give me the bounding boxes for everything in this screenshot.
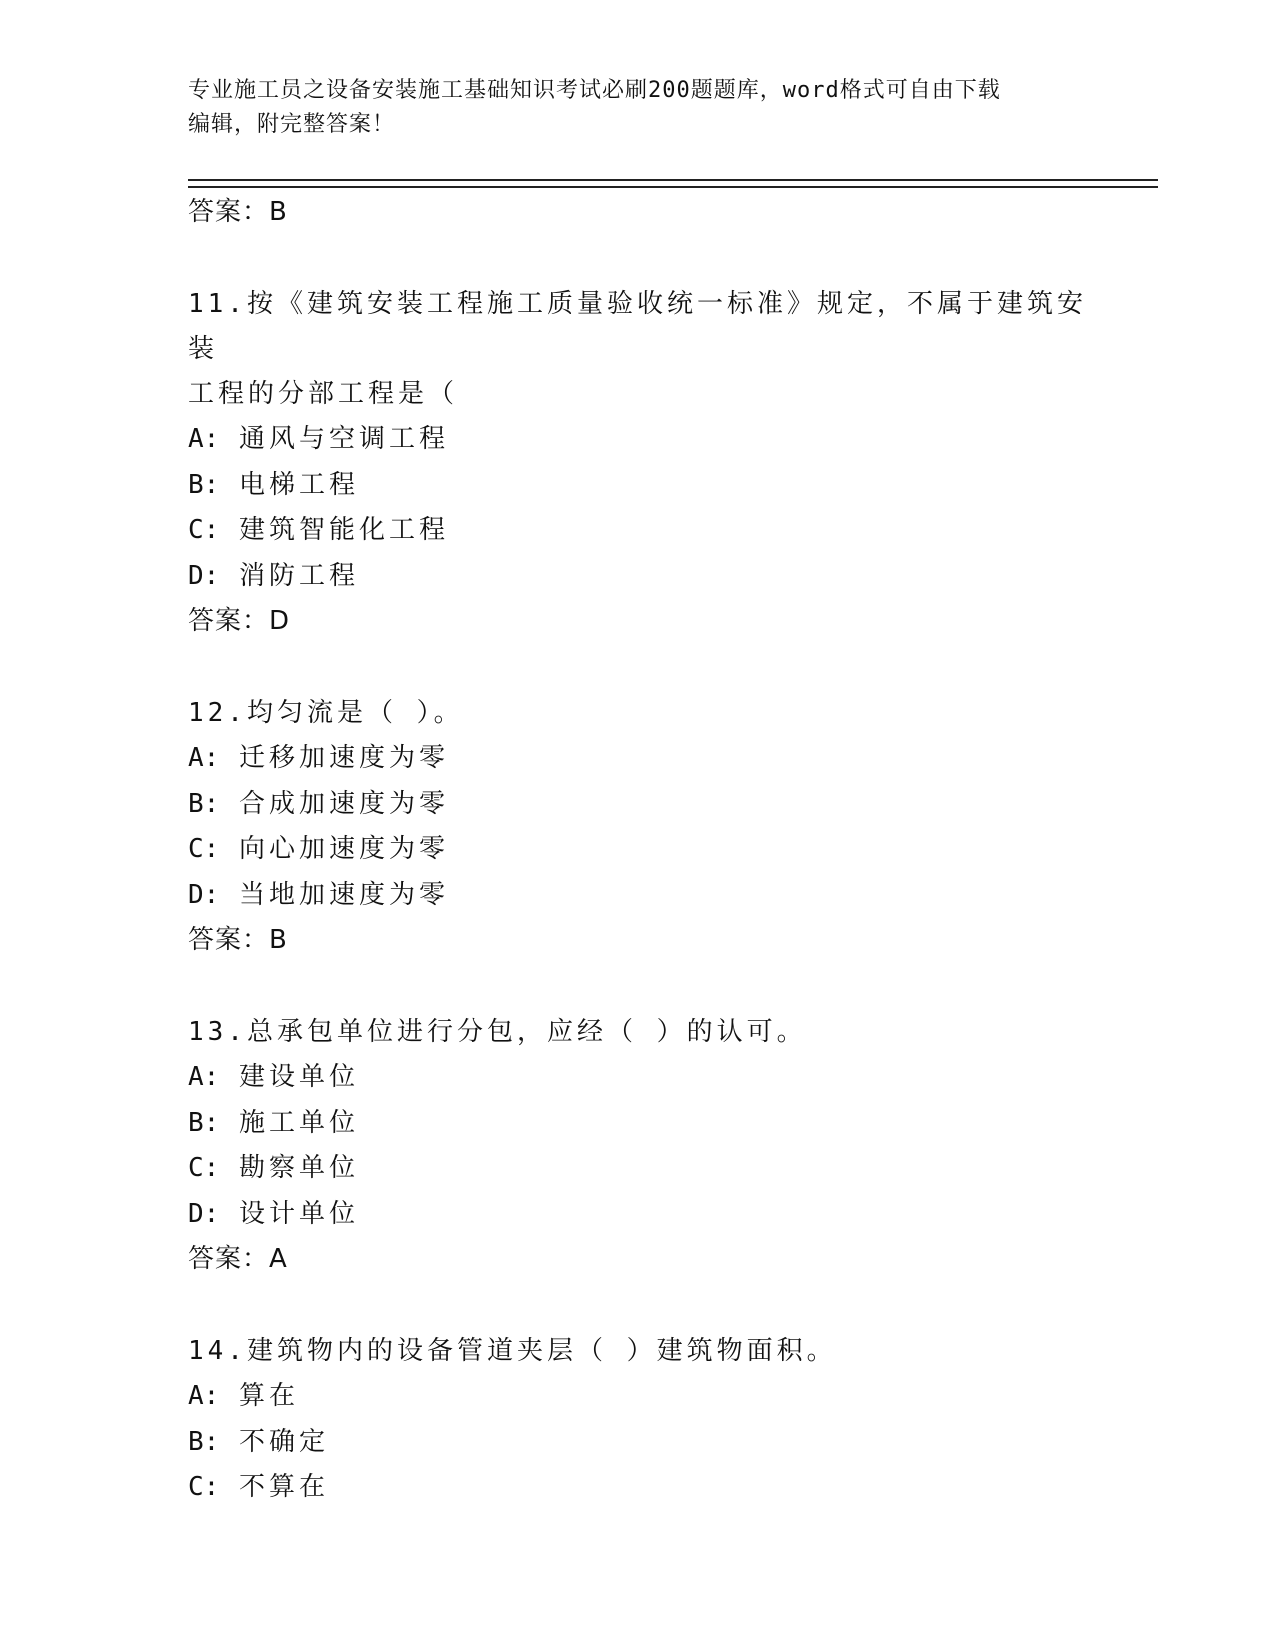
option-text: 建筑智能化工程 — [238, 515, 449, 545]
option-key: C: — [188, 515, 220, 545]
answer-option — [188, 782, 1088, 828]
answer-option — [188, 1465, 1088, 1511]
option-text: 电梯工程 — [238, 469, 359, 500]
answer-line: 答案：B — [188, 197, 288, 227]
header-divider — [188, 179, 1158, 188]
option-text: 施工单位 — [238, 1107, 359, 1138]
option-key: A: — [188, 1062, 220, 1092]
answer-option — [188, 1055, 1088, 1101]
option-key: B: — [188, 788, 220, 819]
answer-option — [188, 1192, 1088, 1238]
option-text: 算在 — [238, 1381, 299, 1411]
answer-option — [188, 827, 1088, 873]
question-block — [188, 1010, 1088, 1281]
option-text: 不算在 — [238, 1472, 329, 1502]
option-key: D: — [188, 879, 220, 910]
questions-container — [188, 282, 1088, 1511]
option-key: A: — [188, 743, 220, 773]
question-text: 12.均匀流是（ ）。 — [188, 698, 464, 728]
option-text: 设计单位 — [238, 1198, 359, 1229]
option-text: 通风与空调工程 — [238, 424, 449, 454]
question-text: 工程的分部工程是（ — [188, 379, 459, 409]
answer-option — [188, 1374, 1088, 1420]
answer-option — [188, 508, 1088, 554]
option-key: A: — [188, 1381, 220, 1411]
question-block — [188, 691, 1088, 962]
answer-option — [188, 1146, 1088, 1192]
header-line-2: 编辑，附完整答案！ — [188, 112, 396, 137]
question-text: 14.建筑物内的设备管道夹层（ ）建筑物面积。 — [188, 1336, 837, 1366]
option-text: 消防工程 — [238, 560, 359, 591]
question-text: 13.总承包单位进行分包，应经（ ）的认可。 — [188, 1017, 807, 1047]
option-key: C: — [188, 834, 220, 864]
option-key: B: — [188, 1107, 220, 1138]
question-block — [188, 282, 1088, 643]
option-text: 不确定 — [238, 1426, 329, 1457]
question-text: 11.按《建筑安装工程施工质量验收统一标准》规定，不属于建筑安装 — [188, 289, 1087, 364]
answer-option — [188, 417, 1088, 463]
option-key: B: — [188, 469, 220, 500]
answer-option — [188, 736, 1088, 782]
option-key: C: — [188, 1472, 220, 1502]
option-text: 当地加速度为零 — [238, 879, 449, 910]
answer-line: 答案：B — [188, 925, 288, 955]
option-key: C: — [188, 1153, 220, 1183]
answer-option — [188, 1420, 1088, 1466]
answer-option — [188, 873, 1088, 919]
option-text: 合成加速度为零 — [238, 788, 449, 819]
option-text: 向心加速度为零 — [238, 834, 449, 864]
document-header — [188, 74, 1088, 142]
answer-line: 答案：A — [188, 1244, 288, 1274]
answer-option — [188, 1101, 1088, 1147]
answer-line: 答案：D — [188, 606, 291, 636]
option-key: D: — [188, 560, 220, 591]
question-block — [188, 1329, 1088, 1511]
option-key: D: — [188, 1198, 220, 1229]
option-key: A: — [188, 424, 220, 454]
header-line-1: 专业施工员之设备安装施工基础知识考试必刷200题题库，word格式可自由下载 — [188, 78, 1001, 103]
answer-option — [188, 463, 1088, 509]
answer-option — [188, 554, 1088, 600]
option-text: 勘察单位 — [238, 1153, 359, 1183]
question-list — [188, 190, 1088, 1511]
option-text: 建设单位 — [238, 1062, 359, 1092]
option-text: 迁移加速度为零 — [238, 743, 449, 773]
option-key: B: — [188, 1426, 220, 1457]
